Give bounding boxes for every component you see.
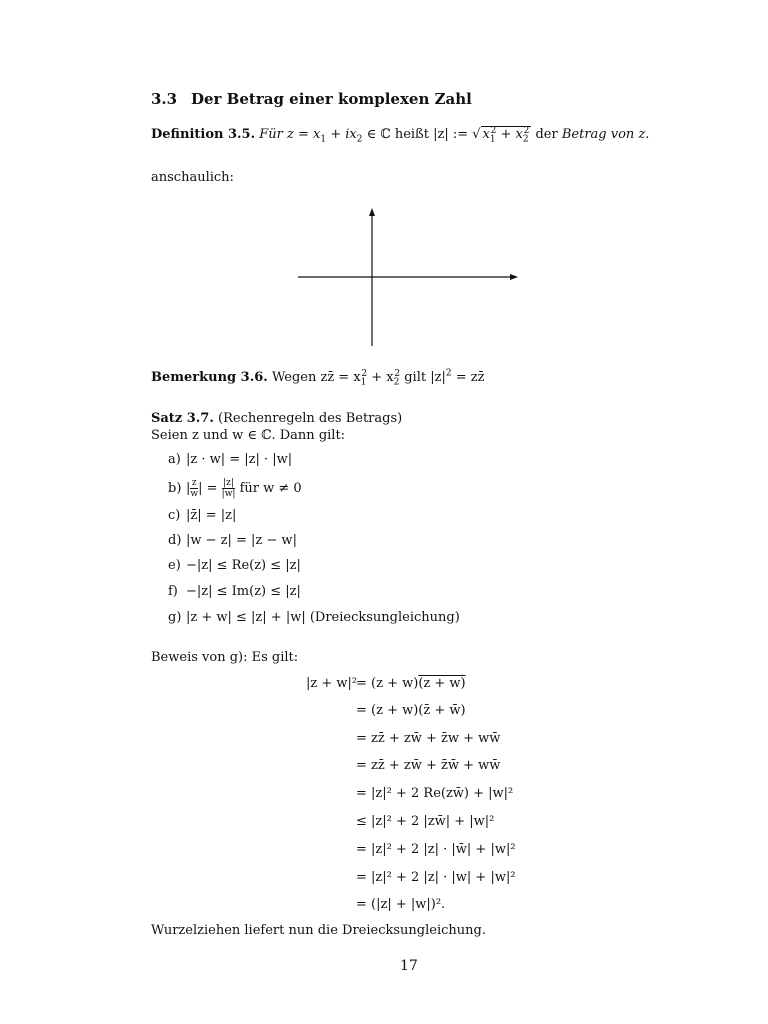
rule-a: a) |z · w| = |z| · |w| — [168, 452, 293, 467]
page-number: 17 — [400, 958, 418, 974]
derivation-step-5: = |z|² + 2 Re(zw̄) + |w|² — [356, 786, 514, 801]
rule-f: f) −|z| ≤ Im(z) ≤ |z| — [168, 584, 301, 599]
rule-d: d) |w − z| = |z − w| — [168, 533, 297, 548]
theorem-label: Satz 3.7. — [151, 411, 214, 426]
theorem-intro: Seien z und w ∈ ℂ. Dann gilt: — [151, 428, 346, 443]
derivation-step-2: = (z + w)(z̄ + w̄) — [356, 703, 466, 718]
rule-g: g) |z + w| ≤ |z| + |w| (Dreiecksungleichung) — [168, 610, 460, 625]
section-number: 3.3 — [151, 90, 178, 108]
complex-plane-axes — [296, 206, 520, 348]
derivation-step-3: = zz̄ + zw̄ + z̄w + ww̄ — [356, 731, 501, 746]
definition-pre: Für z = x — [259, 127, 321, 142]
proof-intro: Beweis von g): Es gilt: — [151, 650, 299, 665]
rule-e: e) −|z| ≤ Re(z) ≤ |z| — [168, 558, 301, 573]
definition-in: ∈ ℂ heißt |z| := — [362, 127, 473, 142]
conclusion: Wurzelziehen liefert nun die Dreiecksungleichung. — [151, 923, 486, 938]
remark: Bemerkung 3.6. Wegen zz̄ = $x_1^2 + x_2^2$ gilt $|z|^2$ = zz̄ — [151, 368, 485, 388]
derivation-step-8: = |z|² + 2 |z| · |w| + |w|² — [356, 870, 516, 885]
derivation-step-7: = |z|² + 2 |z| · |w̄| + |w|² — [356, 842, 516, 857]
anschaulich-label: anschaulich: — [151, 170, 234, 185]
theorem-title: (Rechenregeln des Betrags) — [218, 411, 403, 426]
derivation-step-4: = zz̄ + zw̄ + z̄w̄ + ww̄ — [356, 758, 501, 773]
real-axis-arrow-icon — [510, 274, 518, 280]
definition-word: der — [531, 127, 562, 142]
section-title — [151, 90, 472, 108]
rule-c: c) |z̄| = |z| — [168, 508, 237, 523]
section-heading: Der Betrag einer komplexen Zahl — [191, 90, 472, 108]
remark-label: Bemerkung 3.6. — [151, 370, 268, 385]
imag-axis-arrow-icon — [369, 208, 375, 216]
theorem-heading — [151, 411, 402, 426]
rule-b: b) | $\frac{z}{w}$ | = $\frac{|z|}{|w|}$ für w ≠ 0 — [168, 478, 302, 499]
definition-label: Definition 3.5. — [151, 127, 256, 142]
sqrt-symbol: √ — [472, 127, 481, 142]
sqrt-radicand: $x_1^2 + x_2^2$ — [482, 125, 530, 145]
derivation-step-1: = (z + w)(z + w) — [356, 676, 466, 691]
derivation-lhs: |z + w|² — [306, 676, 358, 691]
definition-mid: + ix — [326, 127, 357, 142]
derivation-step-9: = (|z| + |w|)². — [356, 897, 446, 912]
derivation-step-6: ≤ |z|² + 2 |zw̄| + |w|² — [356, 814, 495, 829]
definition: Definition 3.5. Für $z = x_1 + ix_2$ ∈ ℂ heißt |z| := √ $x_1^2 + x_2^2$ der Betrag von z. — [151, 125, 650, 145]
definition-term: Betrag von z — [561, 127, 646, 142]
